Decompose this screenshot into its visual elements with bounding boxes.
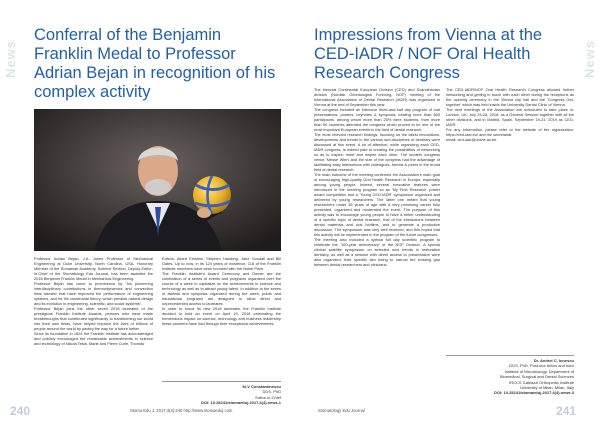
email-link[interactable]: email: ced-iadr@univie.ac.be.	[446, 137, 498, 142]
author-degree: DDS, PhD, Post-doc fellow and tutor	[509, 363, 574, 369]
right-page	[300, 0, 600, 424]
author-signature	[446, 355, 574, 396]
article-column-1	[314, 87, 440, 397]
author-affiliation: University of Milan, Milan, Italy	[519, 385, 574, 391]
author-affiliation: Biomedical, Surgical and Dental Sciences	[499, 374, 574, 380]
paragraph: Professor Bejan joins the other seven 2018 laureates of the prestigious Franklin Institute Awards, persons who have made breakthroughs that contributed significantly to transforming our world into their own fields, have helped improve the lives of billions of people around the world by paving the way for a future better.	[34, 306, 153, 331]
author-degree: DDS, PhD	[262, 389, 281, 395]
paragraph: The congress included an intensive three-and-half day program of oral presentations, posters, keynotes & symposia, totaling more than 800 participants, among whom more than 25% were students, from more than 50 countries attended the congress which proved to be one of the most important European events in the field of dental research.	[314, 107, 440, 132]
award-photo	[34, 109, 281, 251]
author-affiliation: IRCCS Galeazzi Orthopedic Institute	[509, 379, 574, 385]
author-role: Editor-in-Chief	[255, 394, 281, 400]
page-footer: Stoma Edu J. 2017;4(4):240 http://www.stomaeduj.com	[130, 408, 233, 413]
author-name: M-V Constantinescu	[242, 384, 281, 389]
news-side-label: News	[3, 40, 18, 78]
paragraph: Professor Bejan has come to prominence by "his pioneering interdisciplinary contributions in thermodynamics and convection heat transfer that have improved the performance of engineering systems, and for his constructal theory, which predicts natural design and its evolution in engineering, scientific, and social systems".	[34, 281, 153, 306]
page-number: 241	[556, 404, 577, 418]
doi-link[interactable]: DOI: 10.25241/stomaeduj.2017.4(4).news.1	[200, 400, 281, 406]
paragraph: Professor Adrian Bejan, J.A. Jones Professor of Mechanical Engineering at Duke University, North Carolina, USA, Honorary Member of the Romanian Academy, Science Section, Deputy Editor-in-Chief of the Stomatology Edu Journal, has been awarded the 2018 Benjamin Franklin Medal in Mechanical Engineering.	[34, 256, 153, 281]
paragraph: Edison, Albert Einstein, Stephen Hawking, Jane Goodall and Bill Gates. Up to now, in its 124 years of existence, 118 of the Franklin Institute members have been honored with the Nobel Prize.	[162, 256, 281, 271]
article-title: Conferral of the Benjamin Franklin Medal to Professor Adrian Bejan in recognition of his complex activity	[34, 26, 276, 101]
article-column-2	[162, 256, 281, 376]
paragraph: The Franklin Institute's Award Ceremony and Dinner are the culmination of a series of events and programs organized over the course of a week to capitalize on the achievements in science and technology as well as to attract young talent. In addition to the series of awards and symposia organized during the week, public and educational programs are designed to allow direct and unprecedented access to laureates.	[162, 271, 281, 306]
paragraph: The main outcome of the meeting confirmed the Association's main goal of encouraging high-quality Oral Health Research in Europe, especially among young people. Indeed, several innovative features were introduced in the meeting program so as 'My First Research' poster award competition and a 'Young CED-IADR' symposium organized and delivered by young researchers. The latter one meant that young researchers under 35 years of age with a very promising career fully presented, organized and moderated the event. The purpose of this activity was to encourage young people to have a better understanding of a specific topic of dental research, that of the interactions between dental materials and oral biofilms, and to generate a productive discussion. The symposium was very well received, and this hoped that this activity will be implemented in the program of the future congresses.	[314, 172, 440, 237]
page-footer: Stomatology Edu Journal	[318, 408, 365, 413]
article-column-2	[446, 87, 574, 197]
author-affiliation: Institute of Microbiology, Department of	[504, 368, 574, 374]
paragraph: The next meetings of the Association are scheduled to take place in: London, UK, July 25-28, 2018, as a General Session together with all the other divisions, and in Madrid, Spain, September 19-21, 2019 as CED-IADR.	[446, 107, 574, 127]
article-column-1	[34, 256, 153, 406]
page-number: 240	[10, 404, 31, 418]
paragraph: The meeting also included a special full day scientific program to celebrate the '100-year anniversary' of the NOF Division. A special clinical satellite symposium on selected new trends in restorative dentistry, as well as a session with direct access to presentation were also organized, their specific aim being to narrow the existing gap between dental researchers and clinicians.	[314, 237, 440, 267]
news-side-label: News	[582, 40, 597, 78]
author-name: Dr. Andrei C. Ionescu	[533, 358, 574, 363]
paragraph: Since its foundation in 1824 the Franklin Institute has acknowledged and publicly encouraged the remarkable achievements in science and technology of Nikola Tesla, Marie and Pierre Curie, Thomas	[34, 331, 153, 346]
paragraph: For any information, please refer to the website of the organization: https://ced-iadr.eu/ and the secretariat	[446, 127, 574, 137]
doi-link[interactable]: DOI: 10.25241/stomaeduj.2017.4(4).news.3	[493, 390, 574, 396]
divider	[162, 381, 281, 382]
article-title: Impressions from Vienna at the CED-IADR / NOF Oral Health Research Congress	[314, 26, 543, 82]
divider	[446, 355, 574, 356]
photo-illustration	[34, 109, 281, 251]
author-signature	[162, 381, 281, 406]
paragraph: The most relevant research findings, focusing on the latest innovations, developments and trends in the various sub-disciplines of dentistry were discussed at this event. A lot of attention, while organizing each CED-IADR congress, is indeed paid to creating the possibilities of networking so as to inspire, meet and inspire each other. The modern congress venue 'Messe Wien' and the size of the congress had the advantage of facilitating easy interactions with colleagues, friends & peers in the broad field of dental research.	[314, 132, 440, 172]
paragraph: In order to honor its new 2018 laureates, the Franklin Institute decided to hold an event on April 19, 2018 celebrating the tremendous impact on science, technology and business leadership these pioneers have had through their exceptional achievements.	[162, 306, 281, 326]
paragraph: The biennial Continental European Division (CED) and Scandinavian division (Nordisk Odontologisk Forening, NOF) meeting of the International Association of Dental Research (IADR) was organized in Vienna at the end of September this year.	[314, 87, 440, 107]
paragraph: The CED-IADR/NOF Oral Health Research Congress allowed further networking and getting in touch with each other during the receptions as the opening ceremony in the Vienna city hall and the 'Congress Get-together' which was held inside the University Dental Clinic of Vienna.	[446, 87, 574, 107]
